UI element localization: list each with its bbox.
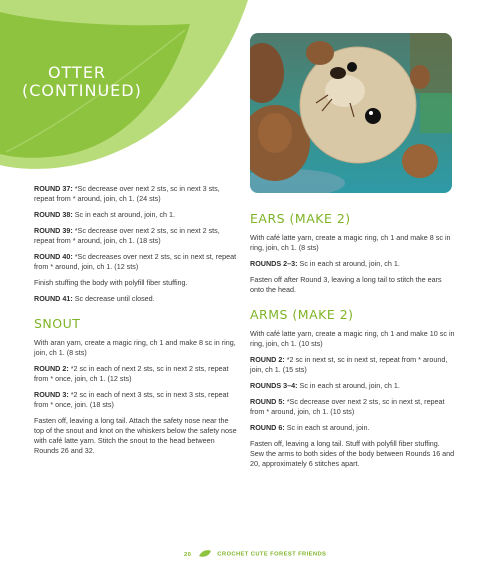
left-column — [34, 184, 239, 462]
page-number: 20 — [184, 551, 192, 558]
leaf-icon — [199, 550, 211, 558]
instruction-paragraph: With aran yarn, create a magic ring, ch 1 and make 8 sc in ring, join, ch 1. (8 sts) — [34, 338, 236, 357]
instruction-paragraph: ROUNDS 3–4: Sc in each st around, join, ch 1. — [250, 381, 400, 390]
instruction-paragraph: ROUND 38: Sc in each st around, join, ch 1. — [34, 210, 176, 219]
instruction-paragraph: ROUND 39: *Sc decrease over next 2 sts, sc in next 2 sts, repeat from * around, join, ch 1. (18 sts) — [34, 226, 220, 245]
instruction-paragraph: ROUNDS 2–3: Sc in each st around, join, ch 1. — [250, 259, 400, 268]
instruction-paragraph: ROUND 2: *2 sc in next st, sc in next st, repeat from * around, join, ch 1. (15 sts) — [250, 355, 448, 374]
section-heading-snout: SNOUT — [34, 316, 81, 331]
instruction-paragraph: Finish stuffing the body with polyfill fiber stuffing. — [34, 278, 188, 287]
instruction-paragraph: Fasten off after Round 3, leaving a long tail to stitch the ears onto the head. — [250, 275, 442, 294]
instruction-paragraph: ROUND 3: *2 sc in each of next 3 sts, sc in next 3 sts, repeat from * once, join. (18 sts) — [34, 390, 229, 409]
instruction-paragraph: Fasten off, leaving a long tail. Attach the safety nose near the top of the snout and knot on the whiskers below the safety nose with café latte yarn. Stitch the snout to the head between Rounds 26 and 32. — [34, 416, 237, 455]
instruction-paragraph: With café latte yarn, create a magic ring, ch 1 and make 8 sc in ring, join, ch 1. (8 sts) — [250, 233, 451, 252]
instruction-paragraph: ROUND 6: Sc in each st around, join. — [250, 423, 370, 432]
book-title: CROCHET CUTE FOREST FRIENDS — [217, 551, 327, 558]
instruction-paragraph: Fasten off, leaving a long tail. Stuff with polyfill fiber stuffing. Sew the arms to both sides of the body between Rounds 16 and 20, approximately 6 stitches apart. — [250, 439, 455, 468]
instruction-paragraph: ROUND 5: *Sc decrease over next 2 sts, sc in next st, repeat from * around, join, ch 1. (10 sts) — [250, 397, 445, 416]
right-column — [250, 207, 455, 475]
instruction-paragraph: With café latte yarn, create a magic ring, ch 1 and make 10 sc in ring, join, ch 1. (10 sts) — [250, 329, 455, 348]
title-line-2: (CONTINUED) — [22, 81, 142, 100]
instruction-paragraph: ROUND 37: *Sc decrease over next 2 sts, sc in next 3 sts, repeat from * around, join, ch 1. (24 sts) — [34, 184, 220, 203]
section-heading-ears: EARS (MAKE 2) — [250, 211, 351, 226]
otter-amigurumi-photo — [250, 33, 452, 193]
page-footer — [184, 550, 326, 559]
title-line-1: OTTER — [47, 63, 107, 82]
section-heading-arms: ARMS (MAKE 2) — [250, 307, 354, 322]
page-title — [22, 63, 142, 100]
instruction-paragraph: ROUND 40: *Sc decreases over next 2 sts, sc in next st, repeat from * around, join, ch 1. (12 sts) — [34, 252, 237, 271]
instruction-paragraph: ROUND 41: Sc decrease until closed. — [34, 294, 155, 303]
instruction-paragraph: ROUND 2: *2 sc in each of next 2 sts, sc in next 2 sts, repeat from * once, join, ch 1. (12 sts) — [34, 364, 229, 383]
